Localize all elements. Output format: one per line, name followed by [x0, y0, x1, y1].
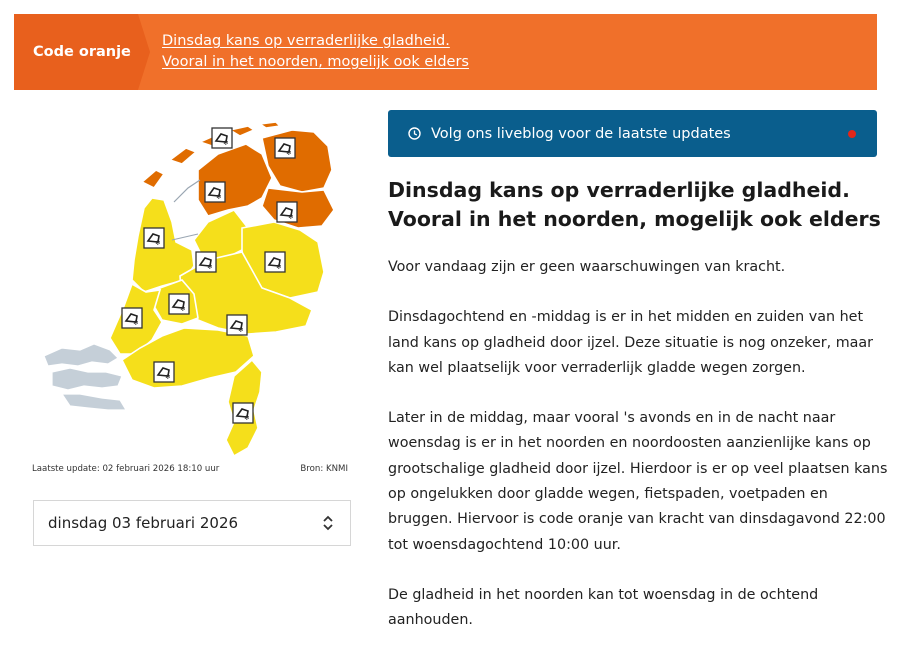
article-title-line1: Dinsdag kans op verraderlijke gladheid. [388, 178, 850, 202]
svg-text:❄: ❄ [223, 139, 229, 147]
article-paragraph: Voor vandaag zijn er geen waarschuwingen van kracht. [388, 259, 786, 275]
region-groningen[interactable] [262, 130, 332, 192]
warning-banner [14, 14, 877, 90]
svg-text:❄: ❄ [165, 373, 171, 381]
ice-warning-icon[interactable] [265, 252, 285, 272]
banner-link[interactable] [138, 14, 469, 90]
article-title [388, 176, 888, 234]
ice-warning-icon[interactable] [144, 228, 164, 248]
banner-link-line1[interactable]: Dinsdag kans op verraderlijke gladheid. [162, 33, 450, 49]
map-last-update: Laatste update: 02 februari 2026 18:10 uur [32, 464, 220, 474]
map-footer [32, 464, 348, 474]
ice-warning-icon[interactable] [233, 403, 253, 423]
ice-warning-icon[interactable] [122, 308, 142, 328]
banner-link-line2[interactable]: Vooral in het noorden, mogelijk ook elders [162, 54, 469, 70]
article-paragraph: De gladheid in het noorden kan tot woensdag in de ochtend aanhouden. [388, 586, 819, 629]
svg-text:❄: ❄ [216, 193, 222, 201]
chevron-up-down-icon [322, 514, 334, 532]
ice-warning-icon[interactable] [205, 182, 225, 202]
svg-text:❄: ❄ [238, 326, 244, 334]
svg-text:❄: ❄ [288, 213, 294, 221]
region-friesland[interactable] [198, 144, 272, 216]
live-indicator-dot [848, 130, 856, 138]
warning-map[interactable] [22, 110, 358, 480]
clock-icon [408, 127, 421, 140]
map-source: Bron: KNMI [300, 464, 348, 474]
date-select-value: dinsdag 03 februari 2026 [48, 514, 239, 532]
svg-text:❄: ❄ [207, 263, 213, 271]
zeeland-region [44, 344, 126, 410]
article-paragraph: Later in de middag, maar vooral 's avonds en in de nacht naar woensdag is er in het noorden en noordoosten aanzienlijke kans op grootschalige gladheid door ijzel. Hierdoor is er op veel plaatsen kans op ongelukken door gladde wegen, fietspaden, voetpaden en bruggen. Hiervoor is code oranje van kracht van dinsdagavond 22:00 tot woensdagochtend 10:00 uur. [388, 410, 888, 553]
svg-text:❄: ❄ [155, 239, 161, 247]
liveblog-button[interactable] [388, 110, 877, 157]
article-title-line2: Vooral in het noorden, mogelijk ook elders [388, 207, 881, 231]
ice-warning-icon[interactable] [154, 362, 174, 382]
article-body [388, 255, 888, 659]
svg-text:❄: ❄ [180, 305, 186, 313]
svg-text:❄: ❄ [286, 149, 292, 157]
ice-warning-icon[interactable] [227, 315, 247, 335]
date-select[interactable] [33, 500, 351, 546]
code-orange-badge: Code oranje [14, 14, 138, 90]
svg-text:❄: ❄ [244, 414, 250, 422]
ice-warning-icon[interactable] [196, 252, 216, 272]
liveblog-label: Volg ons liveblog voor de laatste updates [431, 125, 731, 142]
orange-regions [142, 122, 334, 228]
ice-warning-icon[interactable] [212, 128, 232, 148]
svg-text:❄: ❄ [276, 263, 282, 271]
article-paragraph: Dinsdagochtend en -middag is er in het midden en zuiden van het land kans op gladheid door ijzel. Deze situatie is nog onzeker, maar kan wel plaatselijk voor verraderlijk gladde wegen zorgen. [388, 309, 874, 376]
ice-warning-icon[interactable] [277, 202, 297, 222]
ice-warning-icon[interactable] [275, 138, 295, 158]
ice-warning-icon[interactable] [169, 294, 189, 314]
svg-text:❄: ❄ [133, 319, 139, 327]
netherlands-map-svg [22, 110, 358, 460]
